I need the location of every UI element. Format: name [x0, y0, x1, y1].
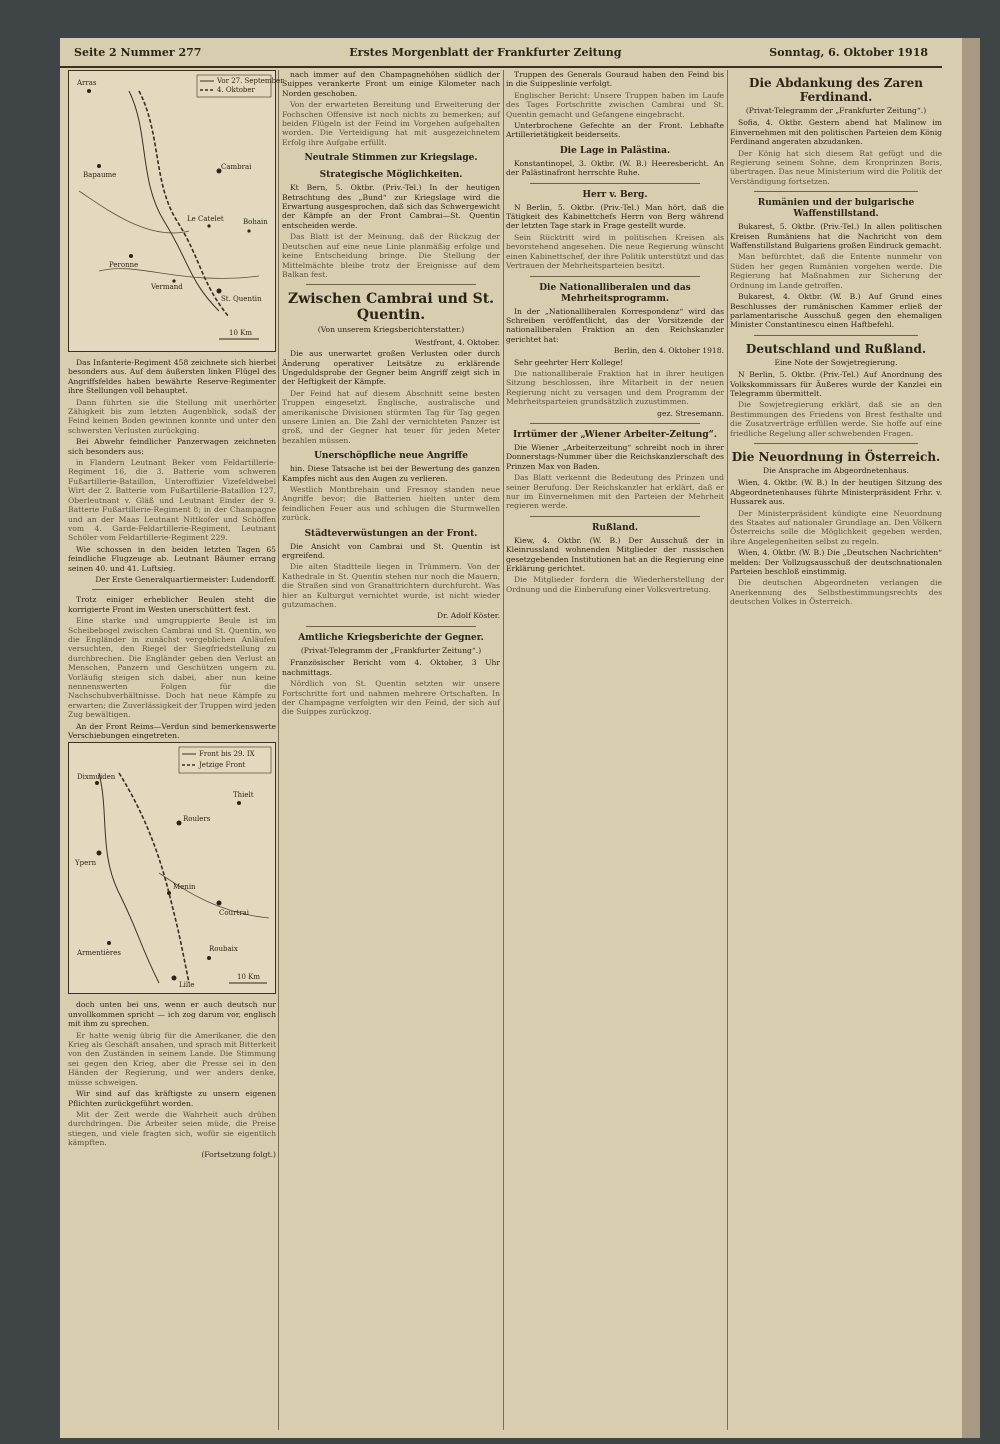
column-4: Die Abdankung des Zaren Ferdinand. (Privat-Telegramm der „Frankfurter Zeitung“.) Sofia, 4. Oktbr. Gestern abend hat Malinow im Einvernehmen mit den politischen Parteien dem König Ferdinand angeraten abzudanken. Der König hat sich diesem Rat gefügt und die Regierung seinem Sohne, dem Kronprinzen Boris, übertragen. Das neue Ministerium wird die Politik der Verständigung fortsetzen. Rumänien und der bulgarische Waffenstillstand. Bukarest, 5. Oktbr. (Priv.-Tel.) In allen politischen Kreisen Rumäniens hat die Nachricht von dem Waffenstillstand Bulgariens großen Eindruck gemacht. Man befürchtet, daß die Entente nunmehr von Süden her gegen Rumänien vorgehen werde. Die Regierung hat Maßnahmen zur Sicherung der Ordnung im Lande getroffen. Bukarest, 4. Oktbr. (W. B.) Auf Grund eines Beschlusses der rumänischen Kammer erließ der parlamentarische Ausschuß gegen den ehemaligen Minister Constantinescu einen Haftbefehl. Deutschland und Rußland. Eine Note der Sowjetregierung. N Berlin, 5. Oktbr. (Priv.-Tel.) Auf Anordnung des Volkskommissars für Äußeres wurde der Kanzlei ein Telegramm übermittelt. Die Sowjetregierung erklärt, daß sie an den Bestimmungen des Friedens von Brest festhalte und die Zusatzverträge erfüllen werde. Sie hoffe auf eine friedliche Regelung aller schwebenden Fragen. Die Neuordnung in Österreich. Die Ansprache im Abgeordnetenhaus. Wien, 4. Oktbr. (W. B.) In der heutigen Sitzung des Abgeordnetenhauses führte Ministerpräsident Frhr. v. Hussarek aus. Der Ministerpräsident kündigte eine Neuordnung des Staates auf nationaler Grundlage an. Den Völkern Österreichs solle die Möglichkeit gegeben werden, ihre Angelegenheiten selbst zu regeln. Wien, 4. Oktbr. (W. B.) Die „Deutschen Nachrichten“ melden: Der Vollzugsausschuß der deutschnationalen Parteien beschloß einstimmig. Die deutschen Abgeordneten verlangen die Anerkennung des Selbstbestimmungsrechts des deutschen Volkes in Österreich.: [730, 76, 942, 607]
continuation-note: (Fortsetzung folgt.): [201, 1149, 276, 1159]
legend-current: 4. Oktober: [217, 86, 255, 94]
headline: Neutrale Stimmen zur Kriegslage.: [304, 153, 478, 164]
newspaper-page: [60, 38, 980, 1438]
paragraph: Bukarest, 5. Oktbr. (Priv.-Tel.) In allen politischen Kreisen Rumäniens hat die Nachricht von dem Waffenstillstand Bulgariens großen Eindruck gemacht.: [730, 222, 942, 251]
paper-title: Erstes Morgenblatt der Frankfurter Zeitung: [349, 45, 622, 59]
headline: Rumänien und der bulgarische Waffenstillstand.: [757, 198, 915, 220]
paragraph: Die Wiener „Arbeiterzeitung“ schreibt noch in ihrer Donnerstags-Nummer über die Reichskanzlerschaft des Prinzen Max von Baden.: [506, 442, 724, 471]
headline: Deutschland und Rußland.: [745, 341, 927, 356]
issue-date: Sonntag, 6. Oktober 1918: [769, 45, 928, 59]
place-lille: Lille: [179, 981, 195, 990]
legend-before: Vor 27. September: [217, 77, 284, 85]
paragraph: nach immer auf den Champagnehöhen südlich der Suippes verankerte Front um einige Kilometer nach Norden geschoben.: [282, 70, 500, 98]
page-edge: [962, 38, 980, 1438]
headline: Die Abdankung des Zaren Ferdinand.: [749, 76, 923, 104]
paragraph: Wir sind auf das kräftigste zu unsern eigenen Pflichten zurückgeführt worden.: [68, 1089, 276, 1108]
front-map-svg: [69, 71, 284, 351]
paragraph: Bei Abwehr feindlicher Panzerwagen zeichneten sich besonders aus:: [68, 437, 276, 456]
headline: Irrtümer der „Wiener Arbeiter-Zeitung“.: [513, 429, 717, 440]
headline: Rußland.: [591, 522, 639, 533]
paragraph: doch unten bei uns, wenn er auch deutsch nur unvollkommen spricht — ich zog darum vor, englisch mit ihm zu sprechen.: [68, 1000, 276, 1029]
column-rule: [278, 70, 279, 1430]
byline: (Privat-Telegramm der „Frankfurter Zeitung“.): [745, 106, 927, 115]
place-courtrai: Courtrai: [219, 909, 249, 918]
place-ypern: Ypern: [75, 859, 97, 868]
paragraph: Kiew, 4. Oktbr. (W. B.) Der Ausschuß der in Kleinrussland wohnenden Mitglieder der russischen gesetzgebenden Institutionen hat an die Regierung eine Erklärung gerichtet.: [506, 535, 724, 574]
column-2: nach immer auf den Champagnehöhen südlich der Suippes verankerte Front um einige Kilometer nach Norden geschoben. Von der erwarteten Bereitung und Erweiterung der Fochschen Offensive ist noch nichts zu bemerken; auf beiden Flügeln ist der Feind im Vorgehen aufgehalten worden. Die Verteidigung hat mit ausgezeichnetem Erfolg ihre Aufgabe erfüllt. Neutrale Stimmen zur Kriegslage. Strategische Möglichkeiten. Kt Bern, 5. Oktbr. (Priv.-Tel.) In der heutigen Betrachtung des „Bund“ zur Kriegslage wird die Erwartung ausgesprochen, daß sich das Schwergewicht der Kämpfe an der Front Cambrai—St. Quentin entscheiden werde. Das Blatt ist der Meinung, daß der Rückzug der Deutschen auf eine neue Linie planmäßig erfolge und keine Entscheidung bringe. Die Stellung der Mittelmächte bleibe trotz der Ereignisse auf dem Balkan fest. Zwischen Cambrai und St. Quentin. (Von unserem Kriegsberichterstatter.) Westfront, 4. Oktober. Die aus unerwartet großen Verlusten oder durch Änderung operativer Leitsätze zu erklärende Ungeduldsprobe der Gegner beim Angriff zeigt sich in der Heftigkeit der Kämpfe. Der Feind hat auf diesem Abschnitt seine besten Truppen eingesetzt. Englische, australische und amerikanische Divisionen stürmten Tag für Tag gegen unsere Linien an. Die Zahl der vernichteten Panzer ist groß, und der Gegner hat teuer für jeden Meter bezahlen müssen. Unerschöpfliche neue Angriffe hin. Diese Tatsache ist bei der Bewertung des ganzen Kampfes nicht aus den Augen zu verlieren. Westlich Montbrehain und Fresnoy standen neue Angriffe bevor; die Batterien hielten unter dem feindlichen Feuer aus und schlugen die Sturmwellen zurück. Städteverwüstungen an der Front. Die Ansicht von Cambrai und St. Quentin ist ergreifend. Die alten Stadtteile liegen in Trümmern. Von der Kathedrale in St. Quentin stehen nur noch die Mauern, die Straßen sind von Granattrichtern durchfurcht. Was hier an Kulturgut vernichtet wurde, ist nicht wieder gutzumachen. Dr. Adolf Köster. Amtliche Kriegsberichte der Gegner. (Privat-Telegramm der „Frankfurter Zeitung“.) Französischer Bericht vom 4. Oktober, 3 Uhr nachmittags. Nördlich von St. Quentin setzten wir unsere Fortschritte fort und nahmen mehrere Ortschaften. In der Champagne verfolgten wir den Feind, der sich auf die Suippes zurückzog.: [282, 70, 500, 717]
subheadline: Strategische Möglichkeiten.: [319, 170, 463, 181]
place-cambrai: Cambrai: [221, 163, 252, 171]
column-1: Vor 27. September 4. Oktober Arras Bapaume Cambrai Peronne St. Quentin Le Catelet Bohain Vermand 10 Km Das Infanterie-Regiment 458 zeichnete sich hierbei besonders aus. Auf dem äußersten linken Flügel des Angriffsfeldes haben bewährte Reserve-Regimenter ihre Stellungen voll behauptet. Dann führten sie die Stellung mit unerhörter Zähigkeit bis zum letzten Augenblick, sodaß der Feind keinen Boden gewinnen konnte und unter den schwersten Verlusten zurückging. Bei Abwehr feindlicher Panzerwagen zeichneten sich besonders aus: in Flandern Leutnant Beker vom Feldartillerie-Regiment 16, die 3. Batterie vom schweren Fußartillerie-Bataillon, Unteroffizier Vizefeldwebel Wirt der 2. Batterie vom Fußartillerie-Bataillon 127, Oberleutnant v. Gläß und Leutnant Einder der 9. Batterie Fußartillerie-Regiment 8; in der Champagne und an der Maas Leutnant Nittkofer und Schöffen vom 4. Garde-Feldartillerie-Regiment, Leutnant Schöler vom Feldartillerie-Regiment 229. Wie schossen in den beiden letzten Tagen 65 feindliche Flugzeuge ab. Leutnant Bäumer errang seinen 40. und 41. Luftsieg. Der Erste Generalquartiermeister: Ludendorff. Trotz einiger erheblicher Beulen steht die korrigierte Front im Westen unerschüttert fest. Eine starke und umgruppierte Beule ist im Scheibebogel zwischen Cambrai und St. Quentin, wo die Engländer in zunächst vergeblichen Anläufen versuchten, den Riegel der Siegfriedstellung zu durchbrechen. Die Engländer geben den Verlust an Menschen, Panzern und Geschützen ungern zu. Vorläufig steigen sich dabei, aber nun keine nennenswerten Folgen für die Nachschubverhältnisse. Doch hat neue Kämpfe zu erwarten; die Zuverlässigkeit der Truppen wird jeden Zug bewältigen. An der Front Reims—Verdun sind bemerkenswerte Verschiebungen eingetreten. Front bis 29. IX Jetzige Front Dixmuiden Ypern Roulers Thielt Menin Courtrai Roubaix Armentières Lille 10 Km doch unten bei uns, wenn er auch deutsch nur unvollkommen spricht — ich zog darum vor, englisch mit ihm zu sprechen. Er hatte wenig übrig für die Amerikaner, die den Krieg als Geschäft ansahen, und sprach mit Bitterkeit von den Zuständen in seinem Lande. Die Stimmung sei gegen den Krieg, aber die Presse sei in den Händen der Regierung, und wer anders denke, müsse schweigen. Wir sind auf das kräftigste zu unsern eigenen Pflichten zurückgeführt worden. Mit der Zeit werde die Wahrheit auch drüben durchdringen. Die Arbeiter seien müde, die Preise stiegen, und viele fragten sich, wofür sie eigentlich kämpften. (Fortsetzung folgt.): [68, 70, 276, 1430]
subheadline: Eine Note der Sowjetregierung.: [774, 357, 898, 367]
paragraph: Wien, 4. Oktbr. (W. B.) In der heutigen Sitzung des Abgeordnetenhauses führte Ministerpräsident Frhr. v. Hussarek aus.: [730, 478, 942, 507]
paragraph: Konstantinopel, 3. Oktbr. (W. B.) Heeresbericht. An der Palästinafront herrschte Ruhe.: [506, 158, 724, 178]
page-number: Seite 2 Nummer 277: [74, 45, 202, 59]
legend-front-before: Front bis 29. IX: [199, 750, 255, 759]
place-dixmuiden: Dixmuiden: [77, 773, 116, 782]
headline: Zwischen Cambrai und St. Quentin.: [287, 291, 495, 324]
place-roulers: Roulers: [183, 815, 211, 824]
dateline: Berlin, den 4. Oktober 1918.: [613, 346, 724, 356]
paragraph: Trotz einiger erheblicher Beulen steht die korrigierte Front im Westen unerschüttert fest.: [68, 595, 276, 614]
paragraph: N Berlin, 5. Oktbr. (Priv.-Tel.) Auf Anordnung des Volkskommissars für Äußeres wurde der Kanzlei ein Telegramm übermittelt.: [730, 370, 942, 398]
place-vermand: Vermand: [151, 283, 183, 291]
place-st-quentin: St. Quentin: [221, 295, 262, 303]
paragraph: Französischer Bericht vom 4. Oktober, 3 Uhr nachmittags.: [282, 658, 500, 677]
paragraph: Sofia, 4. Oktbr. Gestern abend hat Malinow im Einvernehmen mit den politischen Parteien dem König Ferdinand angeraten abzudanken.: [730, 118, 942, 147]
dateline: Westfront, 4. Oktober.: [414, 337, 500, 347]
paragraph: hin. Diese Tatsache ist bei der Bewertung des ganzen Kampfes nicht aus den Augen zu verlieren.: [282, 464, 500, 483]
place-arras: Arras: [77, 79, 97, 87]
place-armentieres: Armentières: [77, 949, 121, 958]
map-flanders: [68, 742, 276, 994]
map-cambrai-st-quentin: [68, 70, 284, 352]
map2-scale: 10 Km: [237, 973, 260, 982]
column-3: Truppen des Generals Gouraud haben den Feind bis in die Suippeslinie verfolgt. Englischer Bericht: Unsere Truppen haben im Laufe des Tages Fortschritte zwischen Cambrai und St. Quentin gemacht und Gefangene eingebracht. Unterbrochene Gefechte an der Front. Lebhafte Artillerietätigkeit beiderseits. Die Lage in Palästina. Konstantinopel, 3. Oktbr. (W. B.) Heeresbericht. An der Palästinafront herrschte Ruhe. Herr v. Berg. N Berlin, 5. Oktbr. (Priv.-Tel.) Man hört, daß die Tätigkeit des Kabinettchefs Herrn von Berg während der letzten Tage stark in Frage gestellt wurde. Sein Rücktritt wird in politischen Kreisen als bevorstehend angesehen. Die neue Regierung wünscht einen Kabinettschef, der ihre Politik unterstützt und das Vertrauen der Mehrheitsparteien besitzt. Die Nationalliberalen und das Mehrheitsprogramm. In der „Nationalliberalen Korrespondenz“ wird das Schreiben veröffentlicht, das der Vorsitzende der nationalliberalen Fraktion an den Reichskanzler gerichtet hat: Berlin, den 4. Oktober 1918. Sehr geehrter Herr Kollege! Die nationalliberale Fraktion hat in ihrer heutigen Sitzung beschlossen, ihre Mitarbeit in der neuen Regierung nicht zu versagen und dem Programm der Mehrheitsparteien grundsätzlich zuzustimmen. gez. Stresemann. Irrtümer der „Wiener Arbeiter-Zeitung“. Die Wiener „Arbeiterzeitung“ schreibt noch in ihrer Donnerstags-Nummer über die Reichskanzlerschaft des Prinzen Max von Baden. Das Blatt verkennt die Bedeutung des Prinzen und seiner Berufung. Der Reichskanzler hat erklärt, daß er nur im Einvernehmen mit den Parteien der Mehrheit regieren werde. Rußland. Kiew, 4. Oktbr. (W. B.) Der Ausschuß der in Kleinrussland wohnenden Mitglieder der russischen gesetzgebenden Institutionen hat an die Regierung eine Erklärung gerichtet. Die Mitglieder fordern die Wiederherstellung der Ordnung und die Einberufung einer Volksvertretung.: [506, 70, 724, 594]
headline: Die Neuordnung in Österreich.: [731, 449, 941, 464]
place-menin: Menin: [173, 883, 196, 892]
signature: Dr. Adolf Köster.: [437, 611, 500, 621]
signature: Der Erste Generalquartiermeister: Ludendorff.: [95, 574, 276, 584]
paragraph: An der Front Reims—Verdun sind bemerkenswerte Verschiebungen eingetreten.: [68, 721, 276, 741]
place-bohain: Bohain: [243, 218, 268, 226]
legend-front-now: Jetzige Front: [199, 761, 246, 770]
place-le-catelet: Le Catelet: [187, 215, 224, 223]
flanders-map-svg: [69, 743, 275, 993]
paragraph: Bukarest, 4. Oktbr. (W. B.) Auf Grund eines Beschlusses der rumänischen Kammer erließ der parlamentarische Ausschuß gegen den ehemaligen Minister Constantinescu einen Haftbefehl.: [730, 292, 942, 330]
paragraph: In der „Nationalliberalen Korrespondenz“ wird das Schreiben veröffentlicht, das der Vorsitzende der nationalliberalen Fraktion an den Reichskanzler gerichtet hat:: [506, 306, 724, 344]
headline: Die Nationalliberalen und das Mehrheitsprogramm.: [539, 282, 691, 304]
paragraph: Kt Bern, 5. Oktbr. (Priv.-Tel.) In der heutigen Betrachtung des „Bund“ zur Kriegslage wird die Erwartung ausgesprochen, daß sich das Schwergewicht der Kämpfe an der Front Cambrai—St. Quentin entscheiden werde.: [282, 183, 500, 230]
paragraph: Wien, 4. Oktbr. (W. B.) Die „Deutschen Nachrichten“ melden: Der Vollzugsausschuß der deutschnationalen Parteien beschloß einstimmig.: [730, 548, 942, 577]
headline: Amtliche Kriegsberichte der Gegner.: [298, 632, 484, 643]
paragraph: N Berlin, 5. Oktbr. (Priv.-Tel.) Man hört, daß die Tätigkeit des Kabinettchefs Herrn von Berg während der letzten Tage stark in Frage gestellt wurde.: [506, 202, 724, 231]
paragraph: Die aus unerwartet großen Verlusten oder durch Änderung operativer Leitsätze zu erklärende Ungeduldsprobe der Gegner beim Angriff zeigt sich in der Heftigkeit der Kämpfe.: [282, 349, 500, 387]
subheadline: Die Ansprache im Abgeordnetenhaus.: [762, 465, 909, 475]
signature: gez. Stresemann.: [657, 408, 724, 418]
place-thielt: Thielt: [233, 791, 254, 800]
byline: (Privat-Telegramm der „Frankfurter Zeitung“.): [300, 645, 482, 655]
place-bapaume: Bapaume: [83, 171, 117, 179]
headline: Städteverwüstungen an der Front.: [304, 528, 478, 539]
map-scale: 10 Km: [229, 329, 252, 337]
paragraph: Das Infanterie-Regiment 458 zeichnete sich hierbei besonders aus. Auf dem äußersten linken Flügel des Angriffsfeldes haben bewährte Reserve-Regimenter ihre Stellungen voll behauptet.: [68, 358, 276, 396]
headline: Unerschöpfliche neue Angriffe: [314, 451, 468, 462]
column-rule: [727, 70, 728, 1430]
paragraph: Die Ansicht von Cambrai und St. Quentin ist ergreifend.: [282, 541, 500, 561]
place-peronne: Peronne: [109, 261, 139, 269]
headline: Herr v. Berg.: [582, 189, 648, 200]
byline: (Von unserem Kriegsberichterstatter.): [317, 325, 465, 335]
paragraph: Sehr geehrter Herr Kollege!: [514, 357, 624, 367]
paragraph: Wie schossen in den beiden letzten Tagen 65 feindliche Flugzeuge ab. Leutnant Bäumer errang seinen 40. und 41. Luftsieg.: [68, 544, 276, 573]
masthead: [60, 38, 942, 68]
column-rule: [503, 70, 504, 1430]
paragraph: Truppen des Generals Gouraud haben den Feind bis in die Suippeslinie verfolgt.: [506, 70, 724, 89]
paragraph: Unterbrochene Gefechte an der Front. Lebhafte Artillerietätigkeit beiderseits.: [506, 121, 724, 140]
headline: Die Lage in Palästina.: [559, 145, 671, 156]
place-roubaix: Roubaix: [209, 945, 238, 954]
